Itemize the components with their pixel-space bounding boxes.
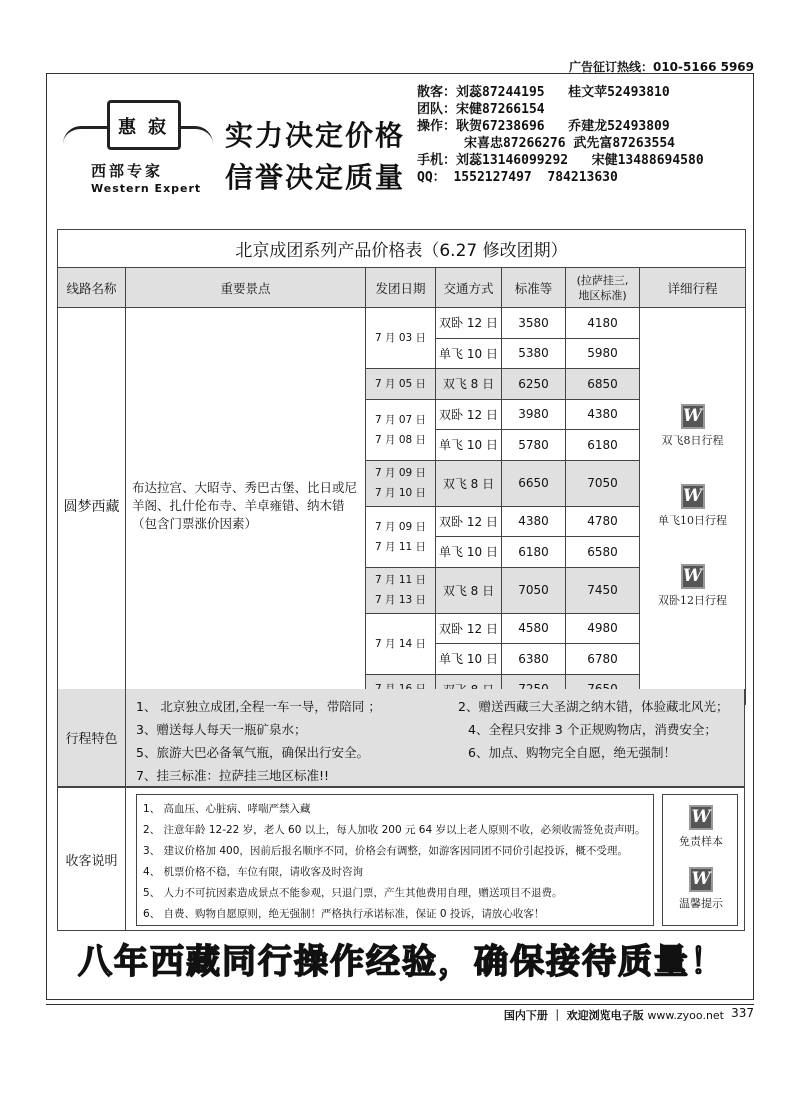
price-lhasa: 4380 xyxy=(566,399,640,430)
notes-label: 收客说明 xyxy=(58,788,126,930)
ad-frame xyxy=(46,73,754,1000)
contact-line: 宋喜忠87266276 武先富87263554 xyxy=(417,136,676,151)
price-standard: 3980 xyxy=(502,399,566,430)
itinerary-link[interactable] xyxy=(658,484,727,528)
col-header-sights: 重要景点 xyxy=(126,268,366,308)
note-item: 6、 自费、购物自愿原则，绝无强制！严格执行承诺标准，保证 0 投诉，请放心收客！ xyxy=(143,908,545,920)
transport: 单飞 10 日 xyxy=(436,338,502,369)
depart-date: 7 月 09 日 7 月 10 日 xyxy=(366,460,436,506)
price-table xyxy=(57,229,746,705)
price-standard: 4580 xyxy=(502,613,566,644)
price-lhasa: 7050 xyxy=(566,460,640,506)
booking-notes xyxy=(57,787,745,931)
notes-links xyxy=(662,794,738,926)
footer-website[interactable]: www.zyoo.net xyxy=(647,1009,724,1022)
price-lhasa: 4180 xyxy=(566,308,640,339)
word-doc-icon: W xyxy=(681,484,705,509)
itinerary-link-label: 双卧12日行程 xyxy=(658,594,727,607)
transport: 单飞 10 日 xyxy=(436,537,502,568)
company-logo xyxy=(63,90,213,200)
slogan-quality: 信誉决定质量 xyxy=(225,161,406,194)
price-lhasa: 6850 xyxy=(566,369,640,400)
transport: 单飞 10 日 xyxy=(436,644,502,675)
price-standard: 5380 xyxy=(502,338,566,369)
depart-date: 7 月 09 日 7 月 11 日 xyxy=(366,506,436,567)
transport: 双飞 8 日 xyxy=(436,369,502,400)
word-doc-icon: W xyxy=(681,404,705,429)
word-doc-icon: W xyxy=(689,805,713,830)
price-standard: 5780 xyxy=(502,430,566,461)
transport: 双卧 12 日 xyxy=(436,308,502,339)
price-standard: 3580 xyxy=(502,308,566,339)
itinerary-link-label: 双飞8日行程 xyxy=(661,434,724,447)
depart-date: 7 月 11 日 7 月 13 日 xyxy=(366,567,436,613)
transport: 单飞 10 日 xyxy=(436,430,502,461)
depart-date: 7 月 03 日 xyxy=(366,308,436,369)
col-header-date: 发团日期 xyxy=(366,268,436,308)
price-lhasa: 6580 xyxy=(566,537,640,568)
feature-item: 1、 北京独立成团,全程一车一导，带陪同 ； xyxy=(136,699,381,714)
features-label: 行程特色 xyxy=(58,689,126,786)
price-standard: 7050 xyxy=(502,567,566,613)
price-lhasa: 6780 xyxy=(566,644,640,675)
price-lhasa: 4780 xyxy=(566,506,640,537)
transport: 双卧 12 日 xyxy=(436,613,502,644)
col-header-transport: 交通方式 xyxy=(436,268,502,308)
page-footer xyxy=(46,1004,754,1020)
feature-item: 4、全程只安排 3 个正规购物店，消费安全； xyxy=(468,722,717,737)
contact-line: 团队：宋健87266154 xyxy=(417,102,545,117)
itinerary-link[interactable] xyxy=(662,404,724,448)
logo-char-left: 惠 xyxy=(118,117,136,138)
header xyxy=(47,74,752,220)
price-standard: 4380 xyxy=(502,506,566,537)
notes-body xyxy=(136,794,654,926)
disclaimer-link[interactable] xyxy=(663,805,739,849)
col-header-itinerary: 详细行程 xyxy=(640,268,746,308)
footer-section: 国内下册 ｜ 欢迎浏览电子版 xyxy=(503,1009,644,1022)
word-doc-icon: W xyxy=(689,867,713,892)
word-doc-icon: W xyxy=(681,564,705,589)
price-standard: 6180 xyxy=(502,537,566,568)
price-standard: 6380 xyxy=(502,644,566,675)
transport: 双飞 8 日 xyxy=(436,567,502,613)
col-header-standard: 标准等 xyxy=(502,268,566,308)
table-title: 北京成团系列产品价格表（6.27 修改团期） xyxy=(58,230,746,268)
price-lhasa: 6180 xyxy=(566,430,640,461)
itinerary-link[interactable] xyxy=(658,564,727,608)
price-lhasa: 4980 xyxy=(566,613,640,644)
tips-link-label: 温馨提示 xyxy=(679,897,723,910)
contact-line: 操作：耿贺67238696 乔建龙52493809 xyxy=(417,119,670,134)
tour-features xyxy=(57,689,745,787)
note-item: 5、 人力不可抗因素造成景点不能参观，只退门票，产生其他费用自理，赠送项目不退费。 xyxy=(143,887,563,899)
tips-link[interactable] xyxy=(663,867,739,911)
depart-date: 7 月 14 日 xyxy=(366,613,436,674)
itinerary-link-label: 单飞10日行程 xyxy=(658,514,727,527)
route-name: 圆梦西藏 xyxy=(58,308,126,705)
logo-char-right: 寂 xyxy=(148,117,166,138)
price-lhasa: 5980 xyxy=(566,338,640,369)
col-header-lhasa: (拉萨挂三, 地区标准) xyxy=(566,268,640,308)
contact-line: 手机：刘蕊13146099292 宋健13488694580 xyxy=(417,153,704,168)
feature-item: 6、加点、购物完全自愿，绝无强制！ xyxy=(468,745,676,760)
slogan-price: 实力决定价格 xyxy=(225,119,406,152)
depart-date: 7 月 07 日 7 月 08 日 xyxy=(366,399,436,460)
logo-en-text: Western Expert xyxy=(91,182,202,195)
contact-list xyxy=(417,84,704,186)
note-item: 2、 注意年龄 12-22 岁，老人 60 以上，每人加收 200 元 64 岁以上老人原则不收，必须收需签免责声明。 xyxy=(143,824,646,836)
feature-item: 3、赠送每人每天一瓶矿泉水； xyxy=(136,722,307,737)
feature-item: 2、赠送西藏三大圣湖之纳木错，体验藏北风光； xyxy=(458,699,729,714)
depart-date: 7 月 05 日 xyxy=(366,369,436,400)
note-item: 3、 建议价格加 400，因前后报名顺序不同，价格会有调整，如游客因同团不同价引起投诉，概不受理。 xyxy=(143,845,628,857)
transport: 双飞 8 日 xyxy=(436,460,502,506)
transport: 双卧 12 日 xyxy=(436,399,502,430)
contact-line: 散客：刘蕊87244195 桂文苹52493810 xyxy=(417,85,670,100)
feature-item: 5、旅游大巴必备氧气瓶，确保出行安全。 xyxy=(136,745,369,760)
ad-hotline: 广告征订热线：010-5166 5969 xyxy=(568,60,754,74)
page-number: 337 xyxy=(731,1006,754,1020)
logo-cn-text: 西部专家 xyxy=(91,162,164,180)
sights-list: 布达拉宫、大昭寺、秀巴古堡、比日或尼羊阁、扎什伦布寺、羊卓雍错、纳木错 （包含门票涨价因素） xyxy=(126,308,366,705)
logo-emblem xyxy=(107,100,181,150)
contact-line: QQ： 1552127497 784213630 xyxy=(417,170,618,185)
transport: 双卧 12 日 xyxy=(436,506,502,537)
footer-info xyxy=(504,1007,724,1023)
note-item: 4、 机票价格不稳，车位有限，请收客及时咨询 xyxy=(143,866,364,878)
price-lhasa: 7450 xyxy=(566,567,640,613)
feature-item: 7、挂三标准：拉萨挂三地区标准!! xyxy=(136,768,329,783)
disclaimer-link-label: 免责样本 xyxy=(679,835,723,848)
price-standard: 6650 xyxy=(502,460,566,506)
note-item: 1、 高血压、心脏病、哮喘严禁入藏 xyxy=(143,803,311,815)
itinerary-links xyxy=(640,308,746,705)
promo-banner: 八年西藏同行操作经验，确保接待质量！ xyxy=(78,942,726,982)
price-standard: 6250 xyxy=(502,369,566,400)
col-header-route: 线路名称 xyxy=(58,268,126,308)
